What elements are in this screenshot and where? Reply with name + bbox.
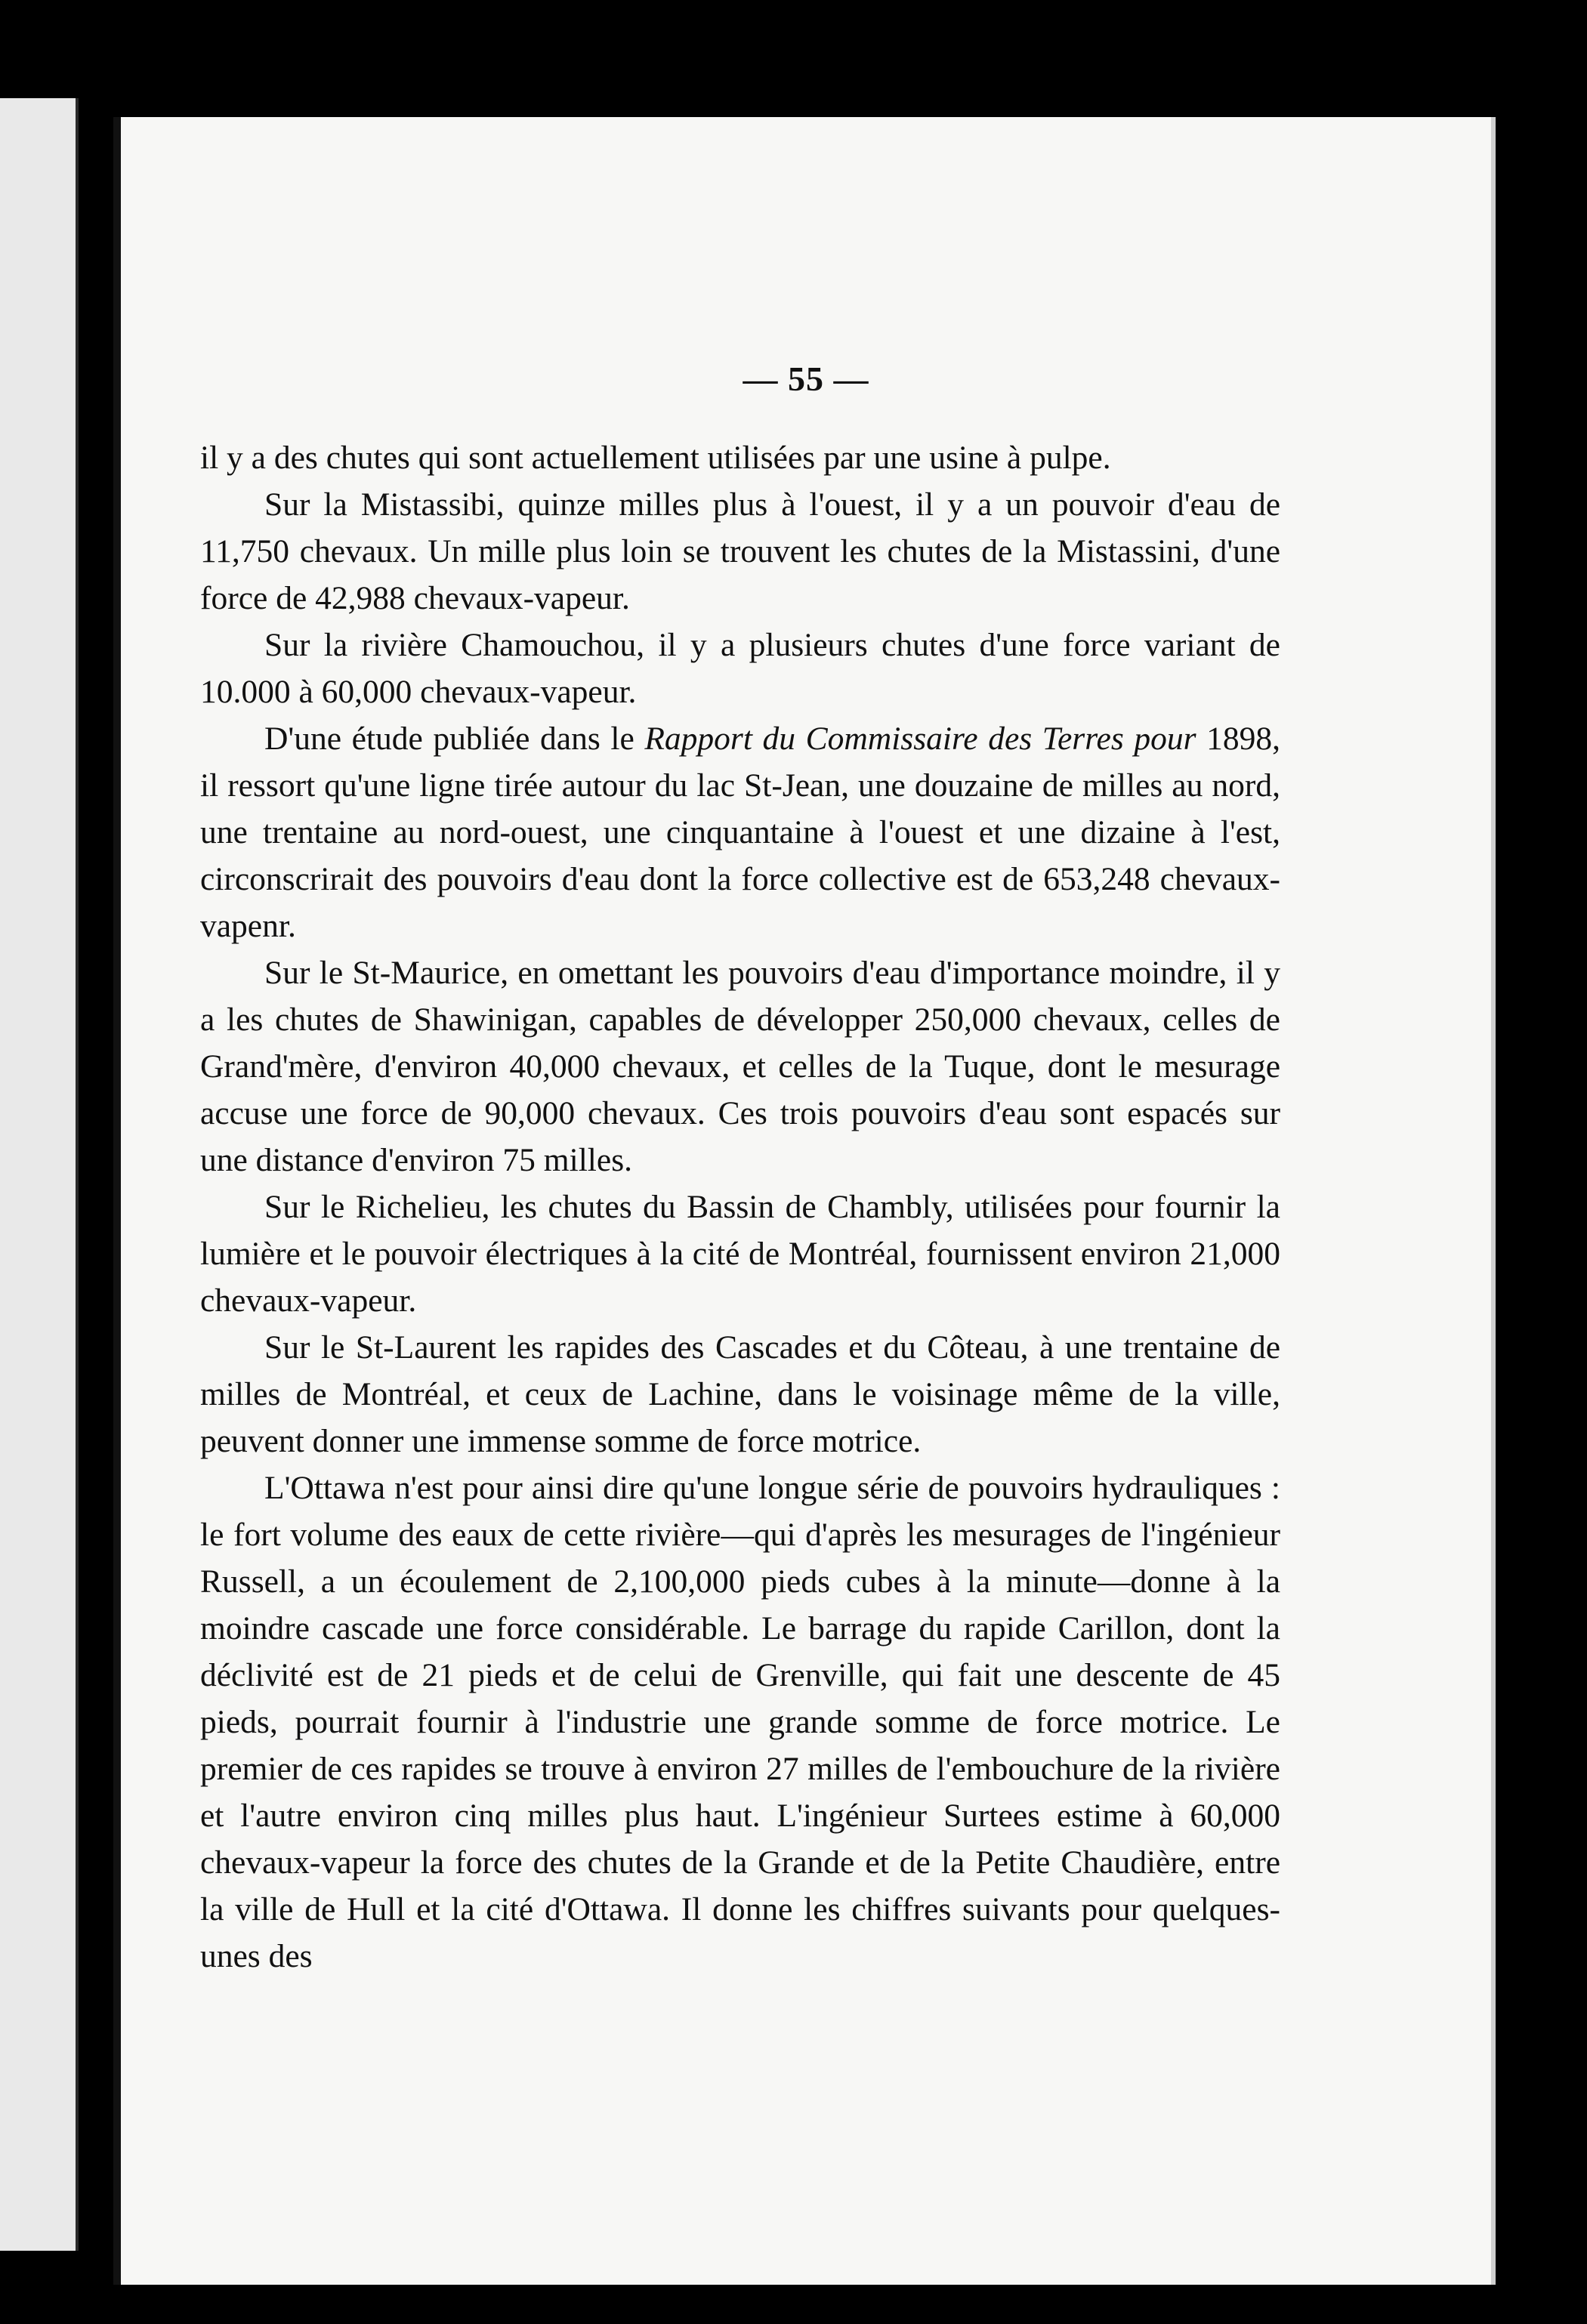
paragraph-2: Sur la Mistassibi, quinze milles plus à l'ouest, il y a un pouvoir d'eau de 11,750 chevaux. Un mille plus loin se trouvent les chutes de la Mistassini, d'une force de 42,988 chevaux-vapeur. bbox=[200, 486, 1280, 616]
page-body bbox=[200, 434, 1280, 1980]
report-title: Rapport du Commissaire des Terres pour bbox=[644, 721, 1196, 757]
paragraph-4 bbox=[200, 715, 1280, 949]
book-page bbox=[113, 117, 1496, 2285]
paragraph-8: L'Ottawa n'est pour ainsi dire qu'une longue série de pouvoirs hydrauliques : le fort volume des eaux de cette rivière—qui d'après les mesurages de l'ingénieur Russell, a un écoulement de 2,100,000 pieds cubes à la minute—donne à la moindre cascade une force considérable. Le barrage du rapide Carillon, dont la déclivité est de 21 pieds et de celui de Grenville, qui fait une descente de 45 pieds, pourrait fournir à l'industrie une grande somme de force motrice. Le premier de ces rapides se trouve à environ 27 milles de l'embouchure de la rivière et l'autre environ cinq milles plus haut. L'ingénieur Surtees estime à 60,000 chevaux-vapeur la force des chutes de la Grande et de la Petite Chaudière, entre la ville de Hull et la cité d'Ottawa. Il donne les chiffres suivants pour quelques-unes des bbox=[200, 1470, 1280, 1974]
paragraph-7: Sur le St-Laurent les rapides des Cascades et du Côteau, à une trentaine de milles de Montréal, et ceux de Lachine, dans le voisinage même de la ville, peuvent donner une immense somme de force motrice. bbox=[200, 1329, 1280, 1459]
paragraph-5: Sur le St-Maurice, en omettant les pouvoirs d'eau d'importance moindre, il y a les chutes de Shawinigan, capables de développer 250,000 chevaux, celles de Grand'mère, d'environ 40,000 chevaux, et celles de la Tuque, dont le mesurage accuse une force de 90,000 chevaux. Ces trois pouvoirs d'eau sont espacés sur une distance d'environ 75 milles. bbox=[200, 955, 1280, 1178]
paragraph-4-end: 1898, il ressort qu'une ligne tirée autour du lac St-Jean, une douzaine de milles au nord, une trentaine au nord-ouest, une cinquantaine à l'ouest et une dizaine à l'est, circonscrirait des pouvoirs d'eau dont la force collective est de 653,248 chevaux-vapenr. bbox=[200, 721, 1280, 944]
paragraph-6: Sur le Richelieu, les chutes du Bassin de Chambly, utilisées pour fournir la lumière et le pouvoir électriques à la cité de Montréal, fournissent environ 21,000 chevaux-vapeur. bbox=[200, 1189, 1280, 1319]
paragraph-4-start: D'une étude publiée dans le bbox=[264, 721, 645, 757]
paragraph-1: il y a des chutes qui sont actuellement utilisées par une usine à pulpe. bbox=[200, 440, 1111, 476]
page-number: — 55 — bbox=[743, 360, 869, 398]
paragraph-3: Sur la rivière Chamouchou, il y a plusieurs chutes d'une force variant de 10.000 à 60,000 chevaux-vapeur. bbox=[200, 627, 1280, 710]
adjacent-page-edge bbox=[0, 98, 79, 2251]
